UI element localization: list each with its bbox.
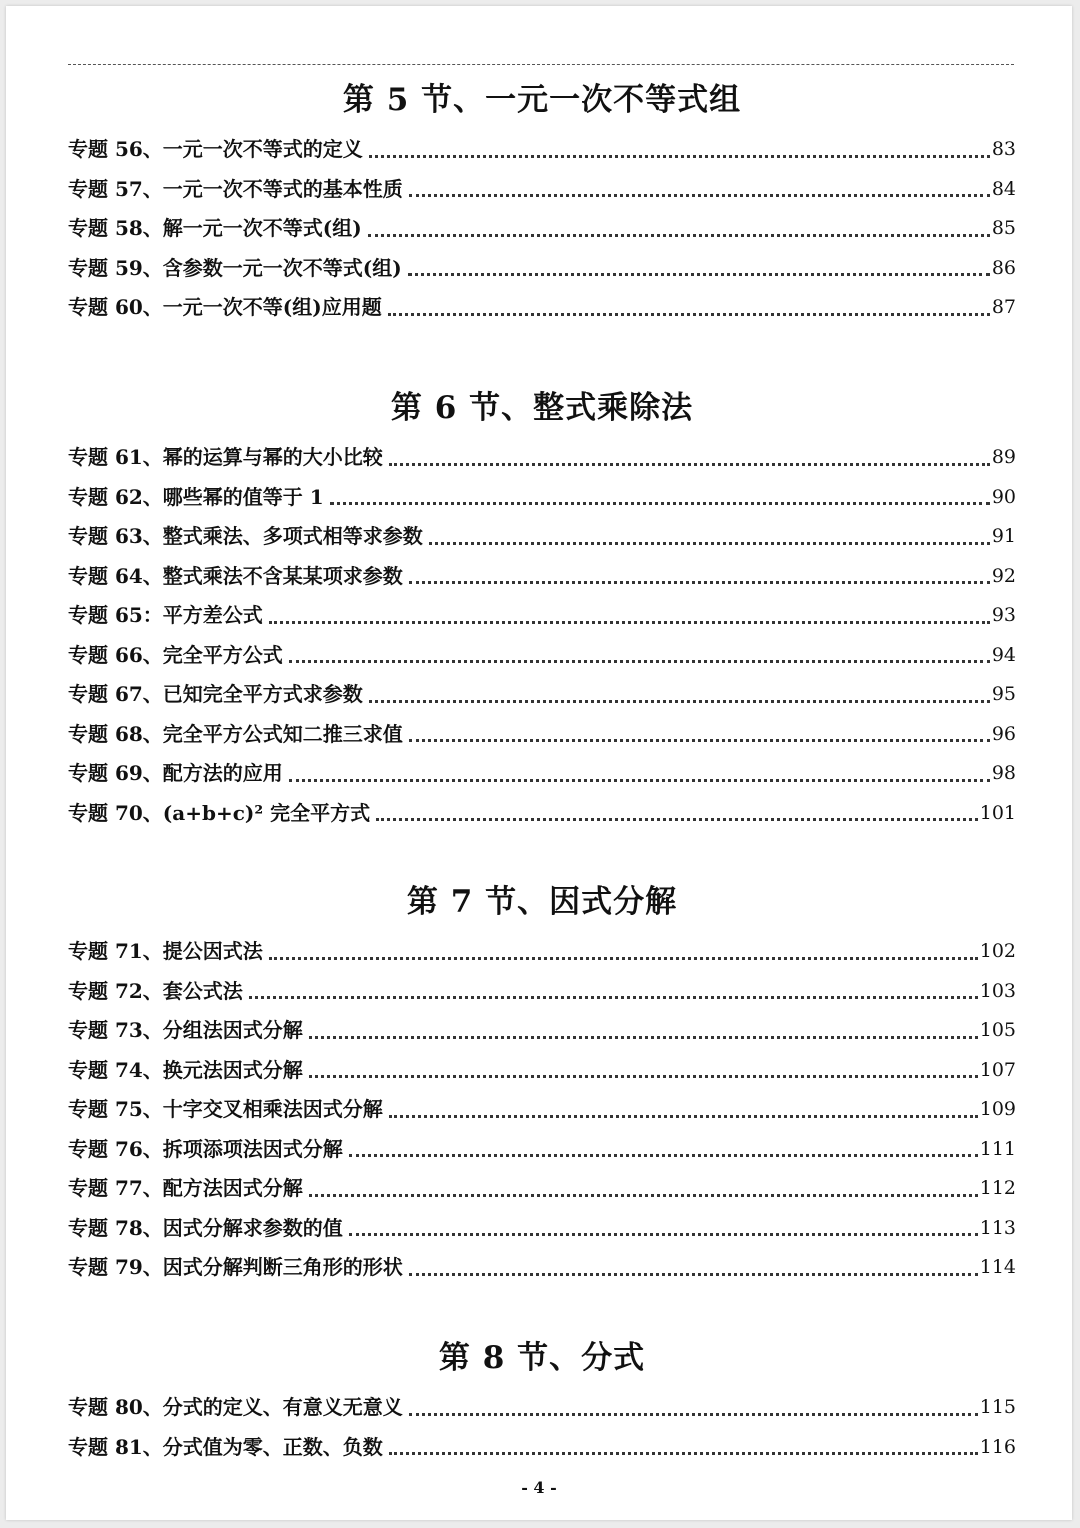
dot-leader	[409, 194, 990, 197]
toc-entry-page: 105	[979, 1019, 1016, 1041]
toc-entry-page: 107	[979, 1058, 1016, 1081]
toc-entry-title: 专题 73、分组法因式分解	[68, 1018, 303, 1042]
toc-entry-page: 115	[979, 1396, 1016, 1418]
toc-entry-page: 103	[979, 979, 1016, 1002]
toc-entry-title: 专题 59、含参数一元一次不等式(组)	[68, 255, 402, 280]
toc-entry-page: 96	[991, 722, 1016, 745]
toc-entry-title: 专题 65：平方差公式	[68, 603, 263, 627]
toc-entry-title: 专题 61、幂的运算与幂的大小比较	[68, 445, 383, 469]
toc-entry-page: 89	[991, 446, 1016, 468]
dot-leader	[269, 621, 990, 624]
toc-entry[interactable]	[68, 1011, 1016, 1051]
dot-leader	[429, 542, 990, 545]
toc-entry[interactable]	[68, 170, 1016, 210]
section-5	[68, 70, 1016, 328]
dot-leader	[389, 463, 990, 466]
toc-entry[interactable]	[68, 754, 1016, 794]
toc-entry[interactable]	[68, 1388, 1016, 1428]
section-title: 第 6 节、整式乘除法	[390, 390, 694, 426]
toc-entry-page: 102	[979, 940, 1016, 962]
dot-leader	[409, 1273, 978, 1276]
toc-entry-title: 专题 66、完全平方公式	[68, 642, 283, 667]
toc-entry-title: 专题 58、解一元一次不等式(组)	[68, 216, 362, 240]
toc-entry[interactable]	[68, 517, 1016, 557]
toc-entry[interactable]	[68, 932, 1016, 972]
section-title: 第 7 节、因式分解	[406, 884, 678, 920]
toc-entry-title: 专题 80、分式的定义、有意义无意义	[68, 1395, 403, 1419]
toc-entry[interactable]	[68, 1169, 1016, 1209]
toc-entry[interactable]	[68, 794, 1016, 834]
dot-leader	[389, 1115, 978, 1118]
dot-leader	[330, 502, 990, 505]
toc-entry-title: 专题 75、十字交叉相乘法因式分解	[68, 1097, 383, 1121]
toc-entry[interactable]	[68, 715, 1016, 755]
toc-entry-title: 专题 68、完全平方公式知二推三求值	[68, 721, 403, 746]
toc-entry[interactable]	[68, 1248, 1016, 1288]
dot-leader	[349, 1233, 978, 1236]
toc-entry-title: 专题 79、因式分解判断三角形的形状	[68, 1255, 403, 1279]
dot-leader	[408, 273, 990, 276]
toc-entry-title: 专题 70、(a+b+c)² 完全平方式	[68, 800, 371, 825]
toc-entry-title: 专题 63、整式乘法、多项式相等求参数	[68, 524, 423, 548]
toc-entry-title: 专题 71、提公因式法	[68, 939, 263, 963]
dot-leader	[388, 313, 990, 316]
dot-leader	[409, 581, 990, 584]
dot-leader	[309, 1194, 978, 1197]
toc-entry-title: 专题 72、套公式法	[68, 978, 243, 1003]
toc-entry-page: 84	[991, 177, 1016, 200]
toc-entry[interactable]	[68, 557, 1016, 597]
toc-entry-page: 98	[991, 762, 1016, 784]
dot-leader	[369, 155, 990, 158]
toc-entry-page: 86	[991, 256, 1016, 279]
toc-entry[interactable]	[68, 972, 1016, 1012]
toc-entry-page: 90	[991, 485, 1016, 508]
toc-entry-title: 专题 69、配方法的应用	[68, 761, 283, 785]
toc-entry-title: 专题 64、整式乘法不含某某项求参数	[68, 563, 403, 588]
dot-leader	[249, 996, 978, 999]
toc-entry[interactable]	[68, 1428, 1016, 1468]
toc-entry[interactable]	[68, 249, 1016, 289]
toc-entry-page: 94	[991, 643, 1016, 666]
toc-entry-title: 专题 67、已知完全平方式求参数	[68, 682, 363, 706]
toc-entry-page: 93	[991, 604, 1016, 626]
toc-entry[interactable]	[68, 130, 1016, 170]
dot-leader	[368, 234, 990, 237]
toc-entry-page: 83	[991, 138, 1016, 160]
toc-entry-page: 116	[979, 1435, 1016, 1458]
dot-leader	[409, 739, 990, 742]
toc-entry-page: 92	[991, 564, 1016, 587]
toc-entry-page: 85	[991, 217, 1016, 239]
toc-entry-title: 专题 60、一元一次不等(组)应用题	[68, 295, 382, 319]
toc-entry-title: 专题 81、分式值为零、正数、负数	[68, 1434, 383, 1459]
toc-entry-page: 87	[991, 296, 1016, 318]
dot-leader	[376, 818, 978, 821]
section-8	[68, 1328, 1016, 1467]
top-dashed-rule	[68, 64, 1014, 65]
toc-entry-title: 专题 77、配方法因式分解	[68, 1176, 303, 1200]
toc-entry-title: 专题 78、因式分解求参数的值	[68, 1215, 343, 1240]
toc-entry[interactable]	[68, 1090, 1016, 1130]
dot-leader	[289, 779, 990, 782]
page-number: - 4 -	[521, 1478, 557, 1497]
toc-entry-title: 专题 62、哪些幂的值等于 1	[68, 484, 324, 509]
document-page	[6, 6, 1072, 1520]
section-7	[68, 872, 1016, 1288]
dot-leader	[349, 1154, 978, 1157]
section-6	[68, 378, 1016, 833]
toc-entry-page: 111	[979, 1137, 1016, 1160]
toc-entry-title: 专题 57、一元一次不等式的基本性质	[68, 176, 403, 201]
dot-leader	[309, 1075, 978, 1078]
toc-entry-page: 114	[979, 1256, 1016, 1278]
dot-leader	[409, 1413, 978, 1416]
toc-entry[interactable]	[68, 675, 1016, 715]
toc-entry-page: 109	[979, 1098, 1016, 1120]
toc-entry-title: 专题 76、拆项添项法因式分解	[68, 1136, 343, 1161]
toc-entry-page: 101	[979, 801, 1016, 824]
toc-entry[interactable]	[68, 1130, 1016, 1170]
dot-leader	[369, 700, 990, 703]
toc-entry[interactable]	[68, 596, 1016, 636]
section-title: 第 5 节、一元一次不等式组	[342, 82, 742, 118]
toc-entry[interactable]	[68, 478, 1016, 518]
dot-leader	[309, 1036, 978, 1039]
section-title: 第 8 节、分式	[438, 1340, 646, 1376]
toc-entry-title: 专题 56、一元一次不等式的定义	[68, 137, 363, 161]
toc-entry[interactable]	[68, 1051, 1016, 1091]
toc-entry[interactable]	[68, 1209, 1016, 1249]
toc-entry-page: 91	[991, 525, 1016, 547]
dot-leader	[289, 660, 990, 663]
toc-entry-title: 专题 74、换元法因式分解	[68, 1057, 303, 1082]
toc-entry-page: 95	[991, 683, 1016, 705]
dot-leader	[269, 957, 978, 960]
dot-leader	[389, 1452, 978, 1455]
toc-entry[interactable]	[68, 288, 1016, 328]
toc-entry[interactable]	[68, 636, 1016, 676]
toc-entry-page: 113	[979, 1216, 1016, 1239]
toc-entry-page: 112	[979, 1177, 1016, 1199]
toc-entry[interactable]	[68, 438, 1016, 478]
toc-entry[interactable]	[68, 209, 1016, 249]
